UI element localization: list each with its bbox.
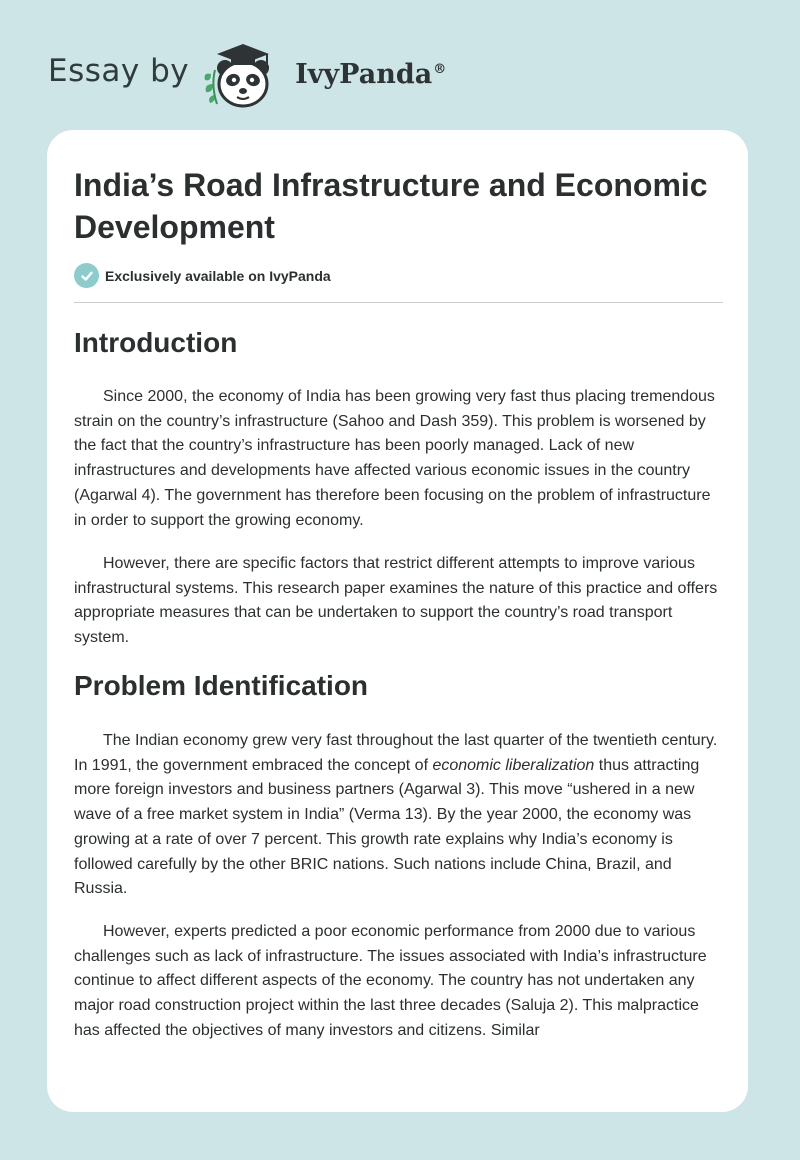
paragraph: Since 2000, the economy of India has been growing very fast thus placing tremendous strain on the country’s infrastructure (Sahoo and Dash 359). This problem is worsened by the fact that the country’s infrastructure has been poorly managed. Lack of new infrastructures and developments have affected various economic issues in the country (Agarwal 4). The government has therefore been focusing on the problem of infrastructure in order to support the growing economy.: [74, 388, 715, 529]
paragraph: The Indian economy grew very fast throughout the last quarter of the twentieth century. In 1991, the government embraced the concept of economic liberalization thus attracting more foreign investors and business partners (Agarwal 3). This move “ushered in a new wave of a free market system in India” (Verma 13). By the year 2000, the economy was growing at a rate of over 7 percent. This growth rate explains why India’s economy is followed carefully by the other BRIC nations. Such nations include China, Brazil, and Russia.: [74, 732, 718, 898]
site-header: [48, 36, 446, 108]
panda-mascot-icon: [197, 34, 289, 110]
title-divider: [74, 302, 723, 303]
essay-card: [47, 130, 748, 1112]
exclusive-badge: [74, 263, 331, 288]
essay-title: India’s Road Infrastructure and Economic Development: [74, 167, 708, 245]
essay-by-label: Essay by: [48, 53, 190, 89]
paragraph: However, there are specific factors that restrict different attempts to improve various infrastructural systems. This research paper examines the nature of this practice and offers appropriate measures that can be undertaken to support the country’s road transport system.: [74, 555, 718, 647]
section-heading-introduction: Introduction: [74, 327, 238, 358]
emphasis-text: economic liberalization: [432, 756, 595, 774]
checkmark-icon: [74, 263, 99, 288]
section-heading-problem-identification: Problem Identification: [74, 670, 369, 701]
badge-label: Exclusively available on IvyPanda: [105, 267, 331, 284]
ivypanda-logo[interactable]: [203, 34, 446, 110]
brand-name: IvyPanda®: [295, 58, 447, 90]
paragraph: However, experts predicted a poor economic performance from 2000 due to various challenges such as lack of infrastructure. The issues associated with India’s infrastructure continue to affect different aspects of the economy. The country has not undertaken any major road construction project within the last three decades (Saluja 2). This malpractice has affected the objectives of many investors and citizens. Similar: [74, 923, 707, 1039]
